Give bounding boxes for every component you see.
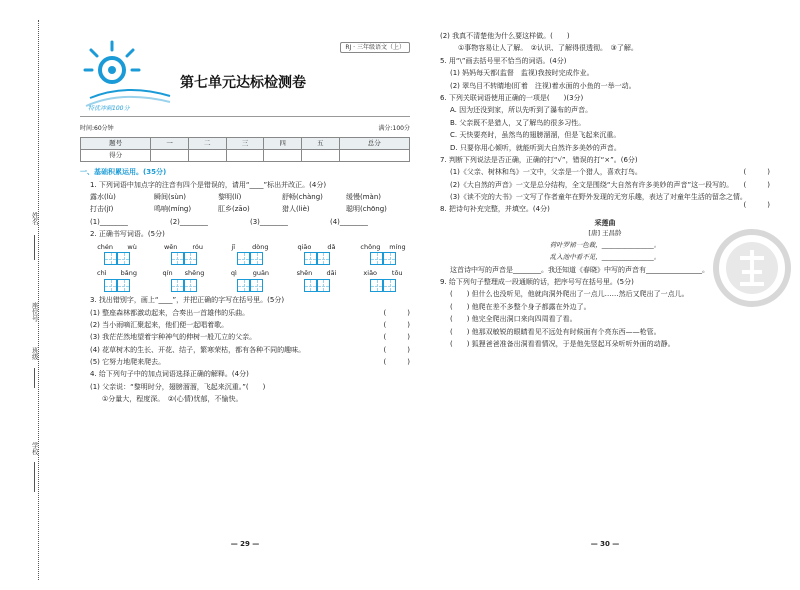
pinyin: chì <box>97 269 107 278</box>
page-number: — 29 — <box>230 539 260 548</box>
writing-cell[interactable] <box>383 279 396 292</box>
answer-blank[interactable]: (4)________ <box>330 217 368 226</box>
score-cell[interactable] <box>339 150 409 162</box>
answer-paren[interactable]: ( ) <box>743 201 770 210</box>
writing-cell[interactable] <box>317 252 330 265</box>
header <box>80 28 410 123</box>
q4-item: (2) 我真不清楚他为什么要这样做。( ) <box>440 32 570 40</box>
writing-cell[interactable] <box>117 252 130 265</box>
q6-option[interactable]: B. 父亲既不是猎人，又了解鸟的很多习性。 <box>450 118 586 127</box>
pinyin: shēng <box>184 269 205 278</box>
pinyin-block <box>223 270 277 292</box>
school-blank[interactable] <box>34 462 35 492</box>
pinyin: dāi <box>326 269 337 278</box>
pinyin: wēn <box>163 242 178 251</box>
q9-item[interactable]: ( ) 他完全爬出洞口来向四周看了看。 <box>450 315 577 324</box>
word: 鸣响(míng) <box>154 205 192 214</box>
slogan: 特优冲刺100分 <box>88 105 130 112</box>
pinyin-block <box>290 244 344 266</box>
item-text: (5) 它努力地爬来爬去。 <box>90 358 166 367</box>
page-number: — 30 — <box>590 539 620 548</box>
q5-item: (1) 妈妈每天都(监督 监视)我按时完成作业。 <box>450 69 594 78</box>
writing-cell[interactable] <box>117 279 130 292</box>
item-text: (1) 整座森林都激动起来，合奏出一首雄伟的乐曲。 <box>90 308 250 317</box>
answer-paren[interactable]: ( ) <box>383 320 410 329</box>
item-text: (3) 我茫茫然地望着宇种神气的伸树一般兀立的父亲。 <box>90 333 257 342</box>
q3-item <box>80 333 410 341</box>
writing-cell[interactable] <box>250 252 263 265</box>
item-text: (2) 当小雨嘀汇聚起来，他们便一起唱着歌。 <box>90 320 229 329</box>
class-label: 班级 <box>30 347 39 360</box>
pinyin: qiāo <box>297 242 312 251</box>
answer-blank[interactable]: (1)________ <box>90 217 128 226</box>
writing-cell[interactable] <box>104 252 117 265</box>
seat-label: 座位号 <box>30 302 39 322</box>
score-header: 三 <box>226 138 264 150</box>
q4-options: ①事物容易让人了解。 ②认识、了解得很透彻。 ③了解。 <box>458 44 638 53</box>
score-cell[interactable] <box>264 150 302 162</box>
q6-option[interactable]: D. 只要你用心倾听，就能听到大自然许多美妙的声音。 <box>450 143 621 152</box>
q1-words-row2 <box>80 205 410 213</box>
word: 肛乡(zāo) <box>218 205 250 214</box>
poem-title: 采莲曲 <box>594 218 616 227</box>
q8-fill[interactable]: 这首诗中写的声音是________。我还知道《春晓》中写的声音有________________。 <box>450 265 709 274</box>
pinyin: míng <box>389 242 406 251</box>
item-text: (2)《大自然的声音》一文是总分结构，全文是围绕“大自然有许多美妙的声音”这一段写的。 <box>450 180 734 189</box>
pinyin-block <box>157 244 211 266</box>
page-title: 第七单元达标检测卷 <box>180 75 306 91</box>
question-4: 4. 给下列句子中的加点词语选择正确的解释。(4分) <box>90 370 249 379</box>
q7-item <box>440 181 770 189</box>
score-header: 四 <box>264 138 302 150</box>
answer-blank[interactable]: (3)________ <box>250 217 288 226</box>
writing-cell[interactable] <box>304 252 317 265</box>
writing-cell[interactable] <box>383 252 396 265</box>
pinyin: qì <box>230 269 237 278</box>
pinyin-block <box>90 244 144 266</box>
q6-option[interactable]: A. 因为还没到家，所以先听到了瀑布的声音。 <box>450 106 593 115</box>
question-6: 6. 下列关联词语使用正确的一项是( )(3分) <box>440 93 584 102</box>
writing-cell[interactable] <box>184 279 197 292</box>
pinyin-block <box>157 270 211 292</box>
question-8: 8. 把诗句补充完整，并填空。(4分) <box>440 205 550 214</box>
score-cell[interactable] <box>188 150 226 162</box>
score-row-label: 得分 <box>81 150 151 162</box>
pinyin: xiǎo <box>363 269 378 278</box>
score-header: 总分 <box>339 138 409 150</box>
answer-paren[interactable]: ( ) <box>383 358 410 367</box>
answer-paren[interactable]: ( ) <box>383 308 410 317</box>
pinyin: jī <box>231 242 236 251</box>
q1-words-row1 <box>80 193 410 201</box>
q9-item[interactable]: ( ) 他那双敏锐的眼睛看见不远处有时候面有个亮东西——枪管。 <box>450 327 661 336</box>
writing-cell[interactable] <box>370 279 383 292</box>
score-header: 题号 <box>81 138 151 150</box>
item-text: (3)《读不完的大书》一文写了作者童年在野外发现的无穷乐趣，表达了对童年生活的留念之情。 <box>450 193 747 202</box>
score-cell[interactable] <box>226 150 264 162</box>
question-5: 5. 用“\”画去括号里不恰当的词语。(4分) <box>440 56 567 65</box>
score-header: 一 <box>151 138 189 150</box>
name-label: 姓名 <box>30 212 39 225</box>
writing-cell[interactable] <box>184 252 197 265</box>
item-text: (4) 花草树木的生长、开花、结子，繁寒荣枯，都有各种不同的趣味。 <box>90 345 306 354</box>
word: 舒畅(chàng) <box>282 192 323 201</box>
writing-cell[interactable] <box>317 279 330 292</box>
binding-line <box>38 20 39 580</box>
time-limit: 时间:60分钟 <box>80 125 114 132</box>
pinyin: guān <box>252 269 270 278</box>
pinyin-block <box>356 244 410 266</box>
pinyin-grid-row1 <box>80 244 410 266</box>
question-3: 3. 找出错别字，画上“____”，并把正确的字写在括号里。(5分) <box>90 296 285 305</box>
pinyin-grid-row2 <box>80 270 410 292</box>
pinyin: qín <box>162 269 173 278</box>
word: 打击(jī) <box>90 205 114 214</box>
word: 露水(lù) <box>90 192 116 201</box>
q4-item: (1) 父亲说：“黎明时分，翅膀溜溜，飞起来沉重。”( ) <box>90 382 266 391</box>
q3-item <box>80 358 410 366</box>
class-blank[interactable] <box>34 368 35 388</box>
answer-blank[interactable]: (2)________ <box>170 217 208 226</box>
pinyin: dǎ <box>327 242 336 251</box>
writing-cell[interactable] <box>104 279 117 292</box>
pinyin: chén <box>97 242 113 251</box>
pinyin: dòng <box>252 242 269 251</box>
writing-cell[interactable] <box>171 279 184 292</box>
score-cell[interactable] <box>301 150 339 162</box>
section-heading: 一、基础积累运用。(35分) <box>80 168 167 177</box>
sun-logo-icon <box>82 28 172 116</box>
q3-item <box>80 346 410 354</box>
q4-options: ①分量大，程度深。 ②(心情)忧郁，不愉快。 <box>102 395 243 404</box>
q9-item[interactable]: ( ) 狐狸爸爸准备出洞看看情况，于是他先竖起耳朵听听外面的动静。 <box>450 339 675 348</box>
q3-item <box>80 321 410 329</box>
name-blank[interactable] <box>34 235 35 260</box>
word: 缓慢(màn) <box>346 192 382 201</box>
word: 猎人(liè) <box>282 205 310 214</box>
q7-item <box>440 168 770 176</box>
answer-paren[interactable]: ( ) <box>743 168 770 177</box>
item-text: (1)《父亲、树林和鸟》一文中，父亲是一个猎人，喜欢打鸟。 <box>450 168 642 177</box>
answer-paren[interactable]: ( ) <box>383 333 410 342</box>
pinyin-block <box>90 270 144 292</box>
score-table <box>80 137 410 162</box>
q1-blanks <box>80 218 410 226</box>
poem-author: [唐] 王昌龄 <box>588 229 622 238</box>
word: 聪明(chōng) <box>346 205 387 214</box>
word: 黎明(lí) <box>218 192 242 201</box>
pinyin: bǎng <box>120 269 137 278</box>
q3-item <box>80 309 410 317</box>
writing-cell[interactable] <box>370 252 383 265</box>
poem-line[interactable]: 乱入池中看不见，________________。 <box>549 252 661 261</box>
q9-item[interactable]: ( ) 他爬在差不多整个身子都露在外边了。 <box>450 302 591 311</box>
answer-paren[interactable]: ( ) <box>383 345 410 354</box>
left-page <box>80 28 410 548</box>
binding-strip <box>0 0 78 590</box>
pinyin-block <box>223 244 277 266</box>
pinyin: tōu <box>391 269 403 278</box>
pinyin-block <box>290 270 344 292</box>
exam-meta <box>80 125 410 132</box>
writing-cell[interactable] <box>250 279 263 292</box>
poem-line[interactable]: 荷叶罗裙一色裁，________________。 <box>549 241 661 250</box>
school-label: 学校 <box>30 442 39 455</box>
pinyin: róu <box>192 242 203 251</box>
watermark-stamp-icon <box>712 228 792 308</box>
full-score: 满分:100分 <box>378 125 410 132</box>
writing-cell[interactable] <box>237 279 250 292</box>
writing-cell[interactable] <box>237 252 250 265</box>
q9-item[interactable]: ( ) 但什么也没听见，他就向洞外爬出了一点儿……然后又爬出了一点儿。 <box>450 290 689 299</box>
score-cell[interactable] <box>151 150 189 162</box>
answer-paren[interactable]: ( ) <box>743 180 770 189</box>
question-2: 2. 正确书写词语。(5分) <box>90 230 165 239</box>
q6-option[interactable]: C. 天快要亮时，虽然鸟的翅膀溜溜，但是飞起来沉重。 <box>450 131 621 140</box>
word: 瞬间(sùn) <box>154 192 186 201</box>
question-9: 9. 给下列句子整理成一段通顺的话，把序号写在括号里。(5分) <box>440 278 634 287</box>
score-header: 二 <box>188 138 226 150</box>
score-header: 五 <box>301 138 339 150</box>
pinyin: wù <box>127 242 137 251</box>
question-1: 1. 下列词语中加点字的注音有四个是错误的，请用“____”标出并改正。(4分) <box>90 180 327 189</box>
q5-item: (2) 翠鸟目不转睛地(盯着 注视)着水面的小鱼的一举一动。 <box>450 81 636 90</box>
pinyin-block <box>356 270 410 292</box>
edition-badge: RJ · 三年级语文（上） <box>340 42 410 53</box>
writing-cell[interactable] <box>304 279 317 292</box>
pinyin: chōng <box>360 242 381 251</box>
pinyin: shēn <box>296 269 313 278</box>
writing-cell[interactable] <box>171 252 184 265</box>
divider <box>80 116 410 117</box>
question-7: 7. 判断下列说法是否正确，正确的打“√”，错误的打“×”。(6分) <box>440 155 638 164</box>
